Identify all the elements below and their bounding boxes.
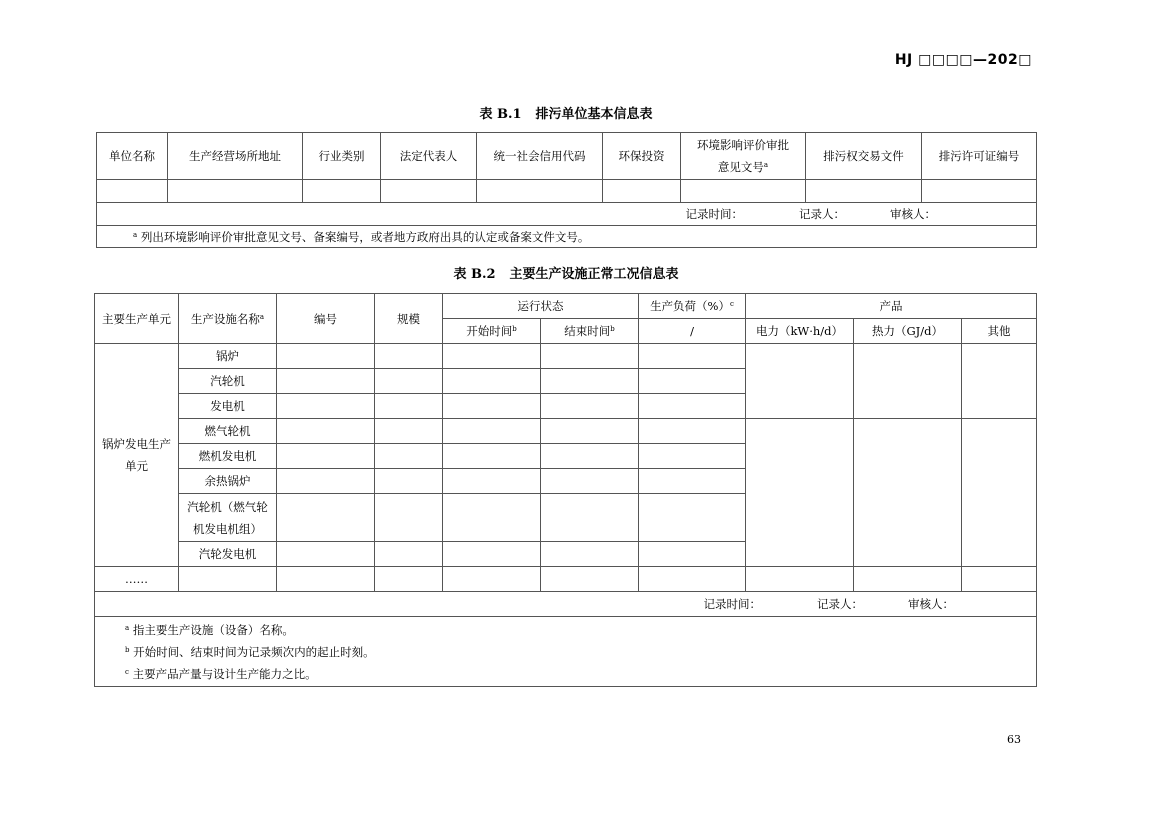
b2-other-group2[interactable] <box>962 419 1037 567</box>
b1-cell[interactable] <box>681 180 806 203</box>
b2-cell[interactable] <box>375 419 443 444</box>
b1-header-industry: 行业类别 <box>303 133 381 180</box>
table-b2-caption <box>96 263 1036 282</box>
b2-cell[interactable] <box>375 469 443 494</box>
b2-power-group2[interactable] <box>746 419 854 567</box>
b2-cell[interactable] <box>639 542 746 567</box>
b2-cell[interactable] <box>541 567 639 592</box>
b2-cell[interactable] <box>639 369 746 394</box>
b2-cell[interactable] <box>375 344 443 369</box>
b2-header-load-sub: / <box>639 319 746 344</box>
b1-note-a-text: 列出环境影响评价审批意见文号、备案编号，或者地方政府出具的认定或备案文件文号。 <box>140 229 590 244</box>
b2-cell[interactable] <box>541 494 639 542</box>
table-b2-number: 表 B.2 <box>453 267 496 282</box>
b2-header-load-sup: c <box>730 300 734 308</box>
b1-cell[interactable] <box>922 180 1037 203</box>
b2-header-scale: 规模 <box>375 294 443 344</box>
b2-cell[interactable] <box>277 369 375 394</box>
b2-cell[interactable] <box>541 469 639 494</box>
b2-reviewer: 审核人： <box>908 597 955 611</box>
b2-header-load <box>639 294 746 319</box>
b2-facility-generator: 发电机 <box>179 394 277 419</box>
b2-cell[interactable] <box>277 567 375 592</box>
b2-cell[interactable] <box>541 542 639 567</box>
table-b1-number: 表 B.1 <box>479 107 522 122</box>
b2-cell[interactable] <box>179 567 277 592</box>
b2-cell[interactable] <box>375 567 443 592</box>
b2-cell[interactable] <box>541 444 639 469</box>
b1-cell[interactable] <box>168 180 303 203</box>
b2-cell[interactable] <box>541 369 639 394</box>
b2-header-end-text: 结束时间 <box>564 324 611 338</box>
b2-cell[interactable] <box>746 567 854 592</box>
b1-recorder: 记录人： <box>799 207 845 221</box>
b2-cell[interactable] <box>375 494 443 542</box>
b2-header-end <box>541 319 639 344</box>
b2-header-facility <box>179 294 277 344</box>
b2-header-code: 编号 <box>277 294 375 344</box>
b2-facility-combined-line1: 汽轮机（燃气轮 <box>187 499 268 514</box>
b2-facility-gas-turbine: 燃气轮机 <box>179 419 277 444</box>
b2-note-c-sup: c <box>125 667 129 676</box>
b2-header-product: 产品 <box>746 294 1037 319</box>
table-b1 <box>96 132 1037 248</box>
b2-facility-turbo-generator: 汽轮发电机 <box>179 542 277 567</box>
b2-cell[interactable] <box>443 444 541 469</box>
b2-facility-waste-heat-boiler: 余热锅炉 <box>179 469 277 494</box>
table-b1-caption <box>96 103 1036 122</box>
table-b1-title: 排污单位基本信息表 <box>535 107 653 122</box>
b2-cell[interactable] <box>277 394 375 419</box>
b2-header-facility-text: 生产设施名称 <box>190 311 260 326</box>
b2-note-b <box>125 641 1034 663</box>
b2-facility-combined-turbine <box>179 494 277 542</box>
b2-facility-boiler: 锅炉 <box>179 344 277 369</box>
b2-ellipsis: …… <box>95 567 179 592</box>
table-b2 <box>94 293 1037 687</box>
b1-header-eia-line1: 环境影响评价审批 <box>697 138 789 152</box>
b2-record-time: 记录时间： <box>703 597 762 611</box>
b2-note-c-text: 主要产品产量与设计生产能力之比。 <box>132 666 317 681</box>
b2-heat-group2[interactable] <box>854 419 962 567</box>
b1-header-eia-line2: 意见文号 <box>717 160 764 174</box>
b1-header-eia-sup: a <box>763 161 769 169</box>
b1-reviewer: 审核人： <box>890 207 936 221</box>
b2-cell[interactable] <box>443 542 541 567</box>
b2-cell[interactable] <box>375 369 443 394</box>
b2-cell[interactable] <box>375 444 443 469</box>
b1-header-unit-name: 单位名称 <box>97 133 168 180</box>
b2-cell[interactable] <box>277 344 375 369</box>
b2-cell[interactable] <box>962 567 1037 592</box>
b2-cell[interactable] <box>639 394 746 419</box>
b2-header-start-text: 开始时间 <box>466 324 513 338</box>
b2-header-heat: 热力（GJ/d） <box>854 319 962 344</box>
b2-cell[interactable] <box>541 394 639 419</box>
b2-cell[interactable] <box>639 567 746 592</box>
b2-power-group1[interactable] <box>746 344 854 419</box>
b2-cell[interactable] <box>639 494 746 542</box>
b2-note-c <box>125 663 1034 685</box>
b1-header-trade-doc: 排污权交易文件 <box>806 133 922 180</box>
b2-cell[interactable] <box>443 419 541 444</box>
b1-header-legal-rep: 法定代表人 <box>381 133 477 180</box>
b2-note-b-sup: b <box>125 645 130 654</box>
b1-header-permit-no: 排污许可证编号 <box>922 133 1037 180</box>
b2-header-load-text: 生产负荷（%） <box>650 299 730 313</box>
b2-cell[interactable] <box>277 494 375 542</box>
b2-cell[interactable] <box>443 369 541 394</box>
b2-cell[interactable] <box>443 567 541 592</box>
b2-header-start <box>443 319 541 344</box>
b2-cell[interactable] <box>639 344 746 369</box>
b2-note-a <box>125 619 1034 641</box>
b2-cell[interactable] <box>443 344 541 369</box>
b1-note-a-sup: a <box>133 230 138 239</box>
b1-cell[interactable] <box>477 180 603 203</box>
b2-cell[interactable] <box>277 542 375 567</box>
b2-cell[interactable] <box>277 444 375 469</box>
b2-recorder: 记录人： <box>817 597 864 611</box>
b2-note-a-text: 指主要生产设施（设备）名称。 <box>132 622 294 637</box>
b2-note-a-sup: a <box>125 623 130 632</box>
b2-header-power: 电力（kW·h/d） <box>746 319 854 344</box>
b2-cell[interactable] <box>541 344 639 369</box>
b2-facility-steam-turbine: 汽轮机 <box>179 369 277 394</box>
b2-header-facility-sup: a <box>259 312 265 321</box>
b2-other-group1[interactable] <box>962 344 1037 419</box>
b2-signature-row <box>95 592 1037 617</box>
b2-cell[interactable] <box>541 419 639 444</box>
b2-notes <box>95 617 1037 687</box>
standard-code-header: HJ □□□□—202□ <box>894 52 1032 68</box>
b1-signature-row <box>97 203 1037 226</box>
b2-cell[interactable] <box>443 394 541 419</box>
b1-note-a <box>97 226 1037 248</box>
page-number: 63 <box>1007 733 1021 746</box>
b2-cell[interactable] <box>639 469 746 494</box>
b2-header-end-sup: b <box>610 325 615 333</box>
b2-cell[interactable] <box>854 567 962 592</box>
b2-header-status: 运行状态 <box>443 294 639 319</box>
b2-unit-name <box>95 344 179 567</box>
b1-cell[interactable] <box>603 180 681 203</box>
b2-cell[interactable] <box>639 444 746 469</box>
b2-cell[interactable] <box>443 494 541 542</box>
b2-facility-combined-line2: 机发电机组） <box>193 521 262 536</box>
b2-heat-group1[interactable] <box>854 344 962 419</box>
b2-cell[interactable] <box>639 419 746 444</box>
b1-cell[interactable] <box>303 180 381 203</box>
b1-header-eia-doc <box>681 133 806 180</box>
b1-cell[interactable] <box>97 180 168 203</box>
b1-record-time: 记录时间： <box>685 207 743 221</box>
b2-facility-gas-generator: 燃机发电机 <box>179 444 277 469</box>
b2-header-unit: 主要生产单元 <box>95 294 179 344</box>
b2-unit-name-line2: 单元 <box>125 459 148 473</box>
b1-cell[interactable] <box>381 180 477 203</box>
b2-cell[interactable] <box>375 394 443 419</box>
b1-header-credit-code: 统一社会信用代码 <box>477 133 603 180</box>
table-b2-title: 主要生产设施正常工况信息表 <box>509 267 679 282</box>
b2-header-start-sup: b <box>512 325 517 333</box>
b2-cell[interactable] <box>277 419 375 444</box>
b2-header-other: 其他 <box>962 319 1037 344</box>
b1-cell[interactable] <box>806 180 922 203</box>
b1-header-env-invest: 环保投资 <box>603 133 681 180</box>
b2-note-b-text: 开始时间、结束时间为记录频次内的起止时刻。 <box>133 644 375 659</box>
b2-unit-name-line1: 锅炉发电生产 <box>102 437 171 451</box>
b2-cell[interactable] <box>443 469 541 494</box>
b2-cell[interactable] <box>277 469 375 494</box>
b1-header-address: 生产经营场所地址 <box>168 133 303 180</box>
b2-cell[interactable] <box>375 542 443 567</box>
